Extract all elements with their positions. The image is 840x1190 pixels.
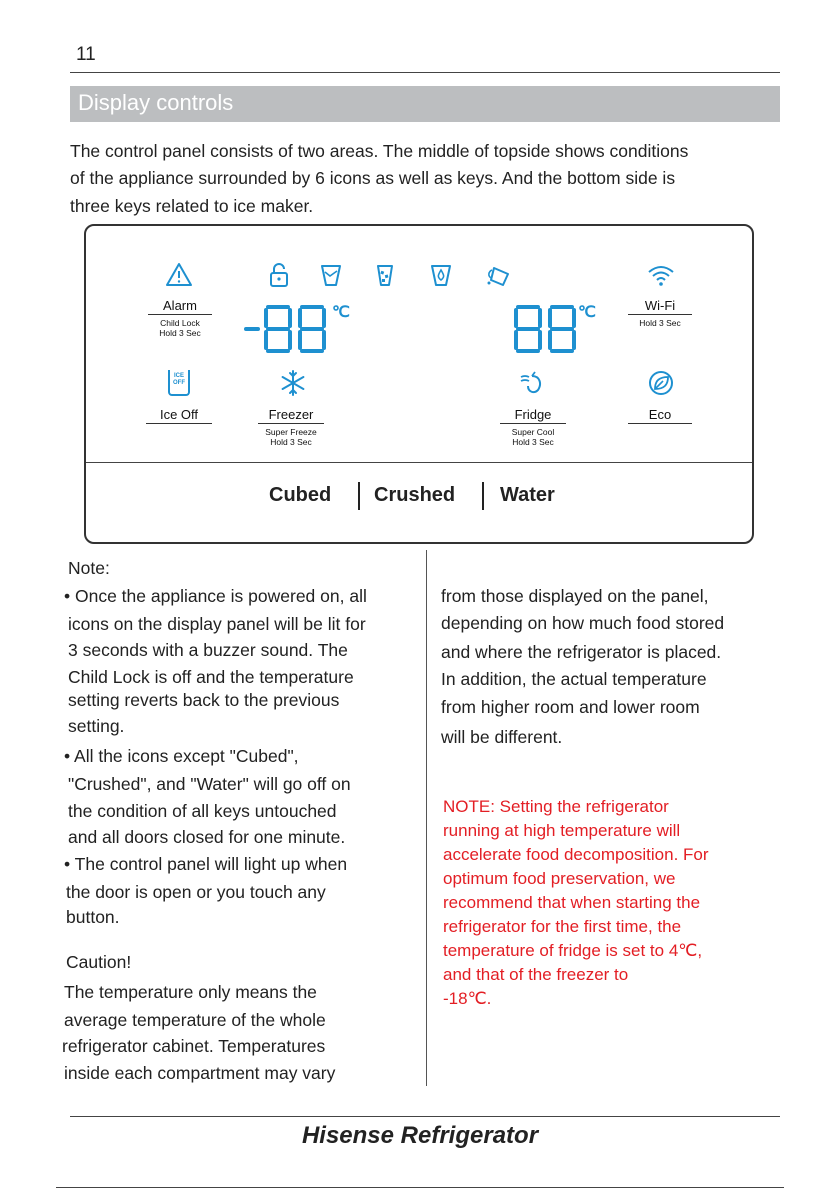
control-panel-diagram [84, 224, 754, 544]
cup-icon [316, 260, 346, 290]
lock-icon [264, 260, 294, 290]
page-bottom-rule [56, 1187, 784, 1188]
alarm-sub-hold: Hold 3 Sec [159, 328, 201, 338]
fridge-unit-celsius: ℃ [578, 304, 596, 321]
alarm-underline [148, 314, 212, 315]
eco-label: Eco [648, 407, 672, 422]
fridge-sub-supercool: Super Cool [511, 427, 555, 437]
fridge-underline [500, 423, 566, 424]
fridge-cool-icon [518, 368, 548, 398]
right-line: from those displayed on the panel, [441, 586, 709, 606]
caution-line: The temperature only means the [64, 982, 317, 1002]
water-drop-icon [426, 260, 456, 290]
caution-line: inside each compartment may vary [64, 1063, 336, 1083]
left-line: "Crushed", and "Water" will go off on [68, 774, 351, 794]
snowflake-icon [278, 368, 308, 398]
left-line: setting. [68, 716, 125, 736]
ice-off-icon [168, 370, 190, 396]
key-separator [482, 482, 484, 510]
right-line: from higher room and lower room [441, 697, 700, 717]
alarm-label: Alarm [163, 298, 197, 313]
brand-footer: Hisense Refrigerator [301, 1122, 539, 1149]
left-line: and all doors closed for one minute. [68, 827, 346, 847]
intro-line-1: The control panel consists of two areas. The middle of topside shows conditions [70, 141, 689, 161]
freezer-underline [258, 423, 324, 424]
intro-line-3: three keys related to ice maker. [70, 196, 314, 216]
fridge-label: Fridge [514, 407, 552, 422]
wifi-underline [628, 314, 692, 315]
right-line: and where the refrigerator is placed. [441, 642, 722, 662]
wifi-icon [646, 260, 676, 290]
red-note-line: temperature of fridge is set to 4℃, [443, 941, 703, 960]
left-line: 3 seconds with a buzzer sound. The [68, 640, 348, 660]
key-separator [358, 482, 360, 510]
caution-line: refrigerator cabinet. Temperatures [62, 1036, 326, 1056]
left-line: • The control panel will light up when [64, 854, 348, 874]
red-note-line: recommend that when starting the [443, 893, 701, 912]
ice-off-underline [146, 423, 212, 424]
red-note-line: and that of the freezer to [443, 965, 629, 984]
left-line: icons on the display panel will be lit for [68, 614, 366, 634]
water-key[interactable]: Water [500, 484, 555, 506]
red-note-line: -18℃. [443, 989, 492, 1008]
alarm-icon [164, 260, 194, 290]
wifi-sub-hold: Hold 3 Sec [639, 318, 681, 328]
ice-off-icon-text: ICE OFF [173, 373, 185, 386]
freezer-sub-hold: Hold 3 Sec [270, 437, 312, 447]
red-note-line: running at high temperature will [443, 821, 681, 840]
cubed-key[interactable]: Cubed [269, 484, 332, 506]
left-line: the door is open or you touch any [66, 882, 326, 902]
right-line: depending on how much food stored [441, 613, 725, 633]
freezer-temperature-display [242, 302, 342, 356]
caution-line: average temperature of the whole [64, 1010, 326, 1030]
page-number: 11 [76, 44, 96, 65]
freezer-unit-celsius: ℃ [332, 304, 350, 321]
left-line: • Once the appliance is powered on, all [64, 586, 367, 606]
eco-underline [628, 423, 692, 424]
wifi-label: Wi-Fi [644, 298, 676, 313]
section-title: Display controls [78, 90, 234, 115]
pitcher-icon [484, 260, 514, 290]
right-line: will be different. [441, 727, 563, 747]
section-header-bar [70, 86, 780, 122]
freezer-label: Freezer [268, 407, 314, 422]
note-heading: Note: [68, 558, 110, 578]
column-divider [426, 550, 427, 1086]
red-note-line: refrigerator for the first time, the [443, 917, 682, 936]
left-line: button. [66, 907, 120, 927]
fridge-sub-hold: Hold 3 Sec [512, 437, 554, 447]
footer-divider [70, 1116, 780, 1117]
red-note-line: accelerate food decomposition. For [443, 845, 709, 864]
left-line: the condition of all keys untouched [68, 801, 337, 821]
right-line: In addition, the actual temperature [441, 669, 707, 689]
panel-divider [86, 462, 752, 463]
top-divider [70, 72, 780, 73]
left-line: • All the icons except "Cubed", [64, 746, 299, 766]
fridge-temperature-display [512, 302, 582, 356]
leaf-icon [646, 368, 676, 398]
red-note-line: NOTE: Setting the refrigerator [443, 797, 669, 816]
ice-off-label: Ice Off [159, 407, 199, 422]
freezer-sub-superfreeze: Super Freeze [265, 427, 317, 437]
intro-line-2: of the appliance surrounded by 6 icons as well as keys. And the bottom side is [70, 168, 676, 188]
caution-heading: Caution! [66, 952, 132, 972]
left-line: setting reverts back to the previous [68, 690, 340, 710]
red-note-line: optimum food preservation, we [443, 869, 676, 888]
crushed-ice-icon [370, 260, 400, 290]
left-line: Child Lock is off and the temperature [68, 667, 354, 687]
crushed-key[interactable]: Crushed [374, 484, 456, 506]
alarm-sub-childlock: Child Lock [160, 318, 200, 328]
